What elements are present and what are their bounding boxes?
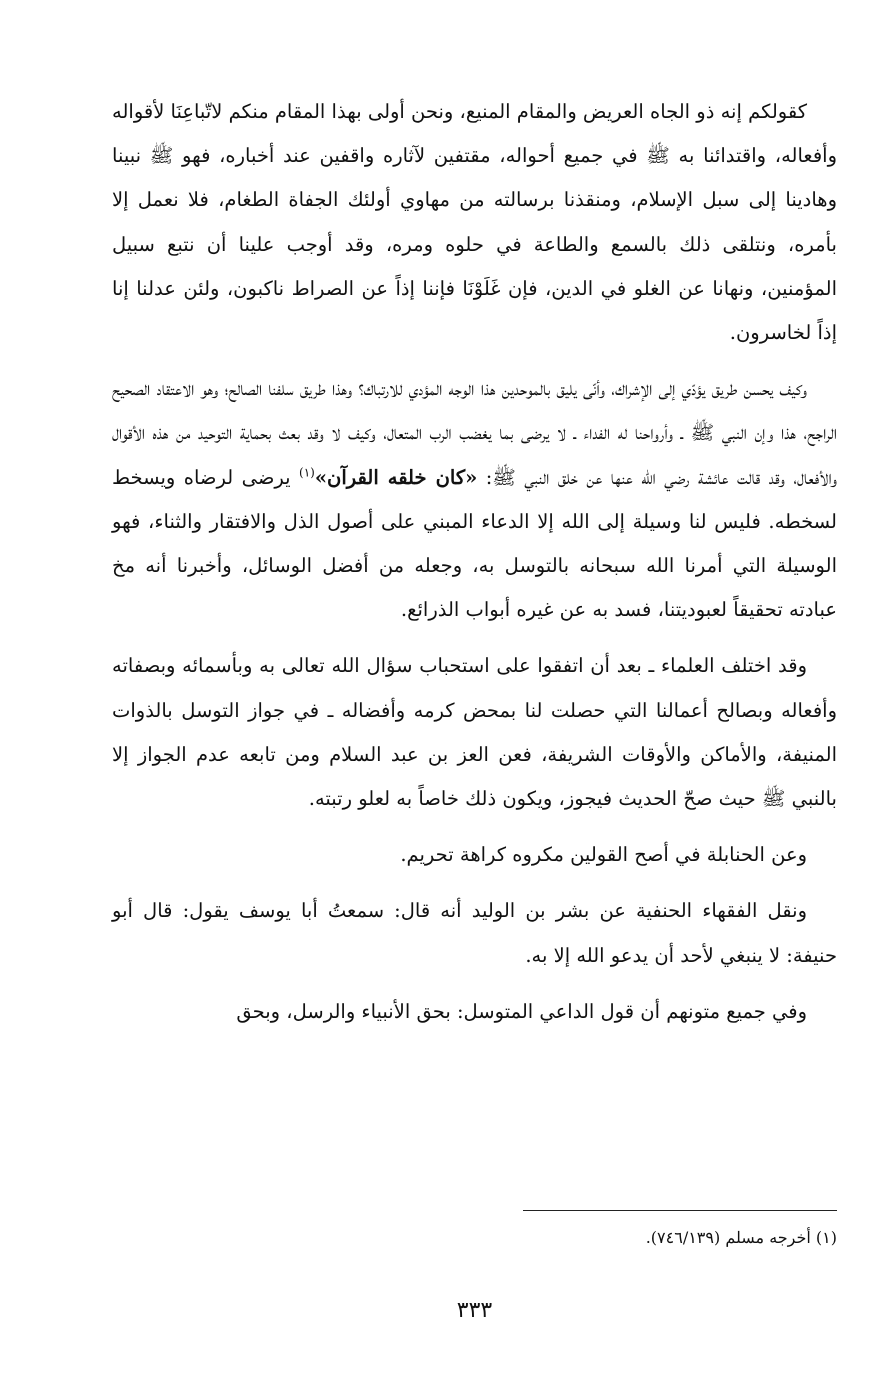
footnote-1: (١) أخرجه مسلم (٧٤٦/١٣٩). bbox=[645, 1228, 837, 1247]
paragraph-2-after: يرضى لرضاه ويسخط لسخطه. فليس لنا وسيلة إلى الله إلا الدعاء المبني على أصول الذل والافتقار والثناء، فهو الوسيلة التي أمرنا الله سبحانه بالتوسل به، وجعله من أفضل الوسائل، وأخبرنا أنه مخ عبادته تحقيقاً لعبوديتنا، فسد به عن غيره أبواب الذرائع. bbox=[112, 465, 837, 622]
paragraph-6: وفي جميع متونهم أن قول الداعي المتوسل: بحق الأنبياء والرسل، وبحق bbox=[236, 999, 807, 1023]
paragraph-2 bbox=[112, 367, 837, 632]
paragraph-2-before: وكيف يحسن طريق يؤدّي إلى الإشراك، وأنّى يليق بالموحدين هذا الوجه المؤدي للارتباك؟ وهذا طريق سلفنا الصالح؛ وهو الاعتقاد الصحيح الراجح، هذا وإن النبي ﷺ ـ وأرواحنا له الفداء ـ لا يرضى بما يغضب الرب المتعال، وكيف لا وقد بعث بحماية التوحيد من هذه الأقوال والأفعال، وقد قالت عائشة رضي الله عنها عن خلق النبي ﷺ: bbox=[112, 377, 837, 489]
page-number: ٣٣٣ bbox=[456, 1298, 493, 1323]
footnote-reference[interactable]: (١) bbox=[299, 465, 315, 480]
footnote-divider bbox=[523, 1210, 837, 1211]
footnote-area bbox=[112, 1210, 837, 1251]
paragraph-4: وعن الحنابلة في أصح القولين مكروه كراهة تحريم. bbox=[400, 843, 807, 867]
paragraph-1: كقولكم إنه ذو الجاه العريض والمقام المنيع، ونحن أولى بهذا المقام منكم لاتّباعِنَا لأقواله وأفعاله، واقتدائنا به ﷺ في جميع أحواله، مقتفين لآثاره واقفين عند أخباره، فهو ﷺ نبينا وهادينا إلى سبل الإسلام، ومنقذنا برسالته من مهاوي أولئك الجفاة الطغام، فلا نعمل إلا بأمره، ونتلقى ذلك بالسمع والطاعة في حلوه ومره، وقد أوجب علينا أن نتبع سبيل المؤمنين، ونهانا عن الغلو في الدين، فإن غَلَوْنَا فإننا إذاً عن الصراط ناكبون، ولئن عدلنا إنا إذاً لخاسرون. bbox=[112, 100, 837, 345]
body-text bbox=[112, 90, 837, 1034]
hadith-quote: «كان خلقه القرآن» bbox=[314, 465, 478, 489]
paragraph-3: وقد اختلف العلماء ـ بعد أن اتفقوا على استحباب سؤال الله تعالى به وبأسمائه وبصفاته وأفعاله وبصالح أعمالنا التي حصلت لنا بمحض كرمه وأفضاله ـ في جواز التوسل بالذوات المنيفة، والأماكن والأوقات الشريفة، فعن العز بن عبد السلام ومن تابعه عدم الجواز إلا بالنبي ﷺ حيث صحّ الحديث فيجوز، ويكون ذلك خاصاً به لعلو رتبته. bbox=[112, 654, 837, 811]
paragraph-5: ونقل الفقهاء الحنفية عن بشر بن الوليد أنه قال: سمعتُ أبا يوسف يقول: قال أبو حنيفة: لا ينبغي لأحد أن يدعو الله إلا به. bbox=[112, 899, 837, 967]
page bbox=[112, 90, 837, 1370]
